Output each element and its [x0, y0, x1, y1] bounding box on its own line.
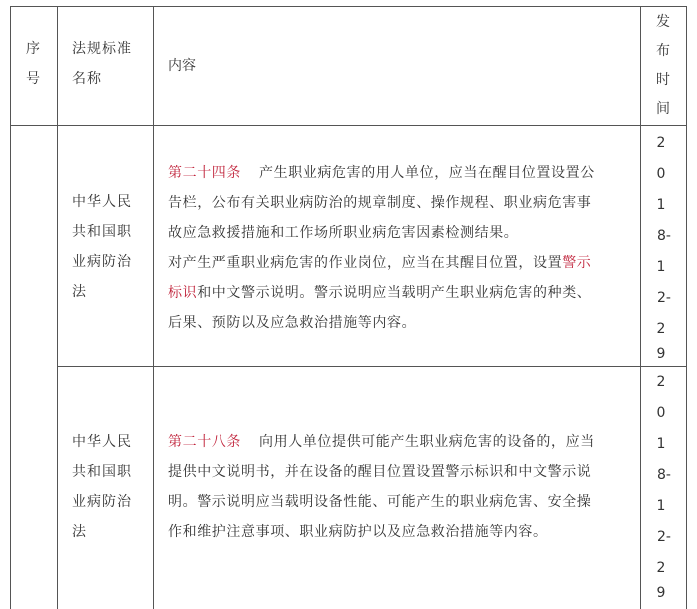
content-line: 作和维护注意事项、职业病防护以及应急救治措施等内容。 [168, 524, 548, 540]
content-line: 提供中文说明书，并在设备的醒目位置设置警示标识和中文警示说 [168, 464, 592, 480]
content-line [168, 427, 595, 457]
grid-row1-bottom [57, 366, 687, 367]
content-line [168, 248, 591, 278]
date-char: 1 [656, 498, 666, 514]
header-date-char: 时 [656, 72, 670, 88]
grid-right-border [686, 6, 687, 609]
header-date-char: 发 [656, 14, 670, 30]
grid-col3-divider [640, 6, 641, 609]
header-law-name-line2: 名称 [72, 71, 102, 87]
date-char: 2 [656, 321, 666, 337]
article-number: 第二十四条 [168, 165, 241, 181]
highlight-text: 警示 [562, 255, 592, 271]
header-index-line1: 序 [26, 41, 40, 57]
content-text: 向用人单位提供可能产生职业病危害的设备的，应当 [259, 434, 595, 450]
highlight-text: 标识 [168, 285, 198, 301]
date-char: 9 [656, 346, 666, 362]
date-char: 0 [656, 405, 666, 421]
grid-col2-divider [153, 6, 154, 609]
date-char: 1 [656, 436, 666, 452]
grid-header-bottom [10, 125, 687, 126]
date-char: 9 [656, 585, 666, 601]
content-line: 明。警示说明应当载明设备性能、可能产生的职业病危害、安全操 [168, 494, 592, 510]
content-text: 产生职业病危害的用人单位，应当在醒目位置设置公 [259, 165, 595, 181]
grid-col1-divider [57, 6, 58, 609]
date-char: 1 [656, 197, 666, 213]
date-char: 2 [656, 560, 666, 576]
content-line [168, 278, 591, 308]
date-char: 0 [656, 166, 666, 182]
date-char: 8- [657, 467, 671, 483]
header-law-name-line1: 法规标准 [72, 41, 132, 57]
date-char: 1 [656, 259, 666, 275]
header-date-char: 间 [656, 101, 670, 117]
header-date-char: 布 [656, 43, 670, 59]
grid-top-border [10, 6, 687, 7]
law-name-line: 法 [72, 524, 86, 540]
law-name-line: 业病防治 [72, 494, 132, 510]
content-line: 故应急救援措施和工作场所职业病危害因素检测结果。 [168, 225, 519, 241]
law-name-line: 共和国职 [72, 464, 132, 480]
date-char: 2 [656, 135, 666, 151]
law-name-line: 法 [72, 284, 86, 300]
header-index-line2: 号 [26, 71, 40, 87]
date-char: 2 [656, 374, 666, 390]
content-text: 和中文警示说明。警示说明应当载明产生职业病危害的种类、 [197, 285, 592, 301]
grid-left-border [10, 6, 11, 609]
date-char: 8- [657, 228, 671, 244]
law-name-line: 共和国职 [72, 224, 132, 240]
law-name-line: 中华人民 [72, 194, 132, 210]
date-char: 2- [657, 529, 671, 545]
law-name-line: 中华人民 [72, 434, 132, 450]
article-number: 第二十八条 [168, 434, 241, 450]
header-content: 内容 [168, 58, 196, 74]
date-char: 2- [657, 290, 671, 306]
content-line: 告栏，公布有关职业病防治的规章制度、操作规程、职业病危害事 [168, 195, 592, 211]
content-line [168, 158, 595, 188]
law-name-line: 业病防治 [72, 254, 132, 270]
content-text: 对产生严重职业病危害的作业岗位，应当在其醒目位置，设置 [168, 255, 563, 271]
content-line: 后果、预防以及应急救治措施等内容。 [168, 315, 417, 331]
